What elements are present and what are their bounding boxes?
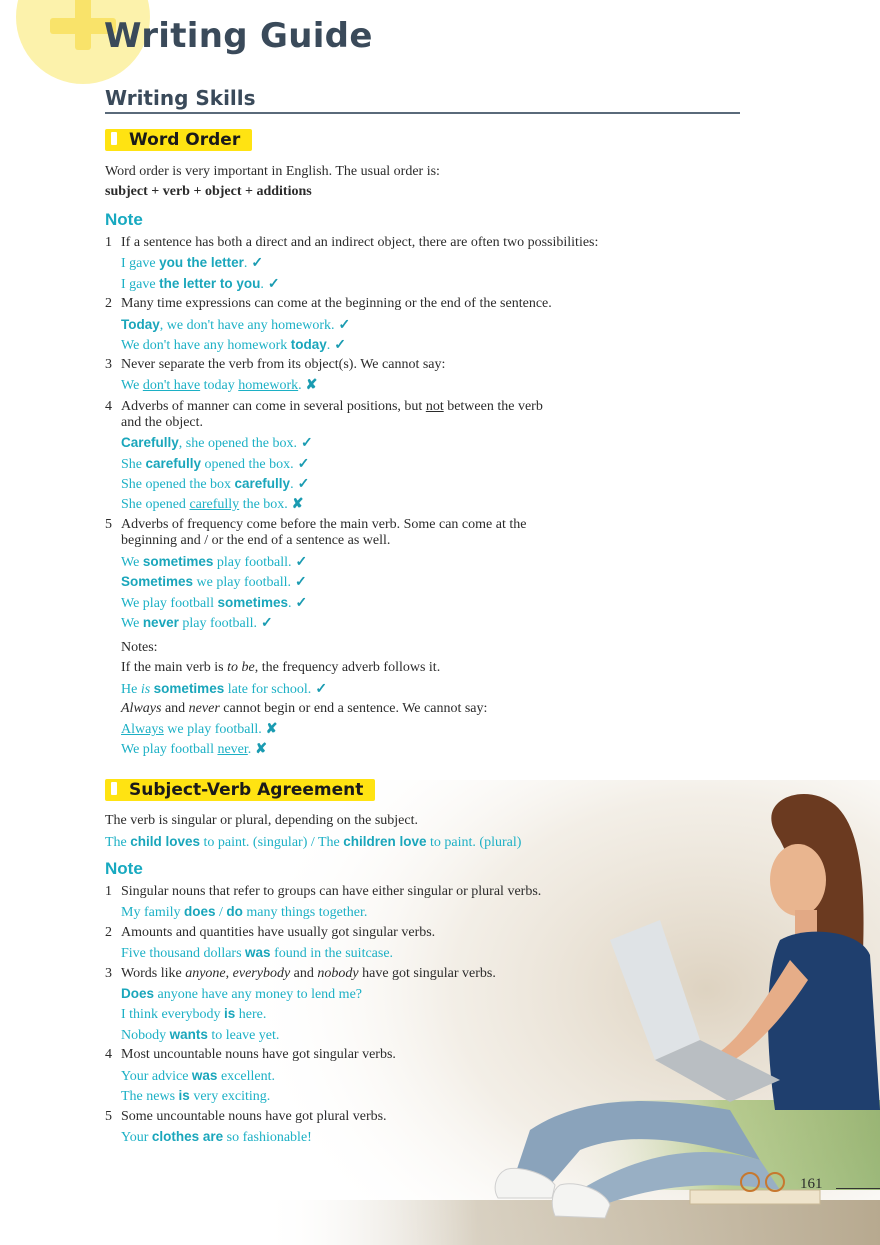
example-correct: Today, we don't have any homework. ✓: [121, 317, 351, 333]
notes-line: Always and never cannot begin or end a sentence. We cannot say:: [121, 701, 488, 716]
example-correct: Carefully, she opened the box. ✓: [121, 435, 313, 451]
example-text: The news is very exciting.: [121, 1088, 271, 1104]
example-text: Nobody wants to leave yet.: [121, 1027, 280, 1043]
list-item: 2 Amounts and quantities have usually got singular verbs.: [105, 925, 436, 940]
list-item: 3 Never separate the verb from its object(s). We cannot say:: [105, 357, 446, 372]
word-order-heading: [105, 129, 252, 151]
word-order-intro: Word order is very important in English. The usual order is:: [105, 164, 440, 179]
example-text: My family does / do many things together.: [121, 904, 368, 920]
notes-label: Notes:: [121, 640, 158, 655]
word-order-formula: subject + verb + object + additions: [105, 184, 312, 199]
plus-icon-vertical: [75, 0, 91, 50]
example-wrong: We play football never. ✘: [121, 742, 268, 757]
list-item: 2 Many time expressions can come at the beginning or the end of the sentence.: [105, 296, 552, 311]
note-heading: Note: [105, 859, 143, 878]
section-divider: [105, 112, 740, 114]
example-correct: We sometimes play football. ✓: [121, 554, 308, 570]
example-correct: We don't have any homework today. ✓: [121, 337, 346, 353]
page-title: Writing Guide: [104, 16, 373, 56]
note-heading: Note: [105, 210, 143, 229]
example-wrong: We don't have today homework. ✘: [121, 378, 318, 393]
example-correct: He is sometimes late for school. ✓: [121, 681, 328, 697]
example-text: Your advice was excellent.: [121, 1068, 275, 1084]
example-text: Five thousand dollars was found in the suitcase.: [121, 945, 394, 961]
example-text: The child loves to paint. (singular) / The children love to paint. (plural): [105, 834, 522, 850]
example-text: I think everybody is here.: [121, 1006, 267, 1022]
agreement-heading-label: Subject-Verb Agreement: [129, 780, 364, 800]
list-item-continuation: beginning and / or the end of a sentence as well.: [121, 533, 391, 548]
list-item: 5 Adverbs of frequency come before the main verb. Some can come at the: [105, 517, 527, 532]
section-title: Writing Skills: [105, 86, 256, 110]
list-item: 3 Words like anyone, everybody and nobody have got singular verbs.: [105, 966, 496, 981]
example-correct: She carefully opened the box. ✓: [121, 456, 310, 472]
agreement-intro: The verb is singular or plural, depending on the subject.: [105, 813, 418, 828]
example-correct: Sometimes we play football. ✓: [121, 574, 307, 590]
list-item: 4 Adverbs of manner can come in several positions, but not between the verb: [105, 399, 543, 414]
page-number-rule: [836, 1188, 880, 1189]
list-item-continuation: and the object.: [121, 415, 204, 430]
tag-marker: [111, 132, 117, 145]
list-item: 1 Singular nouns that refer to groups can have either singular or plural verbs.: [105, 884, 542, 899]
example-correct: I gave the letter to you. ✓: [121, 276, 280, 292]
example-correct: She opened the box carefully. ✓: [121, 476, 310, 492]
notes-line: If the main verb is to be, the frequency adverb follows it.: [121, 660, 441, 675]
example-wrong: She opened carefully the box. ✘: [121, 497, 304, 512]
example-text: Does anyone have any money to lend me?: [121, 986, 362, 1002]
page-number: 161: [800, 1176, 823, 1192]
agreement-heading: [105, 779, 375, 801]
list-item: 4 Most uncountable nouns have got singular verbs.: [105, 1047, 396, 1062]
example-correct: I gave you the letter. ✓: [121, 255, 264, 271]
list-item: 1 If a sentence has both a direct and an indirect object, there are often two possibilities:: [105, 235, 599, 250]
example-wrong: Always we play football. ✘: [121, 722, 278, 737]
example-correct: We never play football. ✓: [121, 615, 273, 631]
tag-marker: [111, 782, 117, 795]
example-correct: We play football sometimes. ✓: [121, 595, 308, 611]
list-item: 5 Some uncountable nouns have got plural verbs.: [105, 1109, 387, 1124]
example-text: Your clothes are so fashionable!: [121, 1129, 312, 1145]
word-order-heading-label: Word Order: [129, 130, 241, 150]
